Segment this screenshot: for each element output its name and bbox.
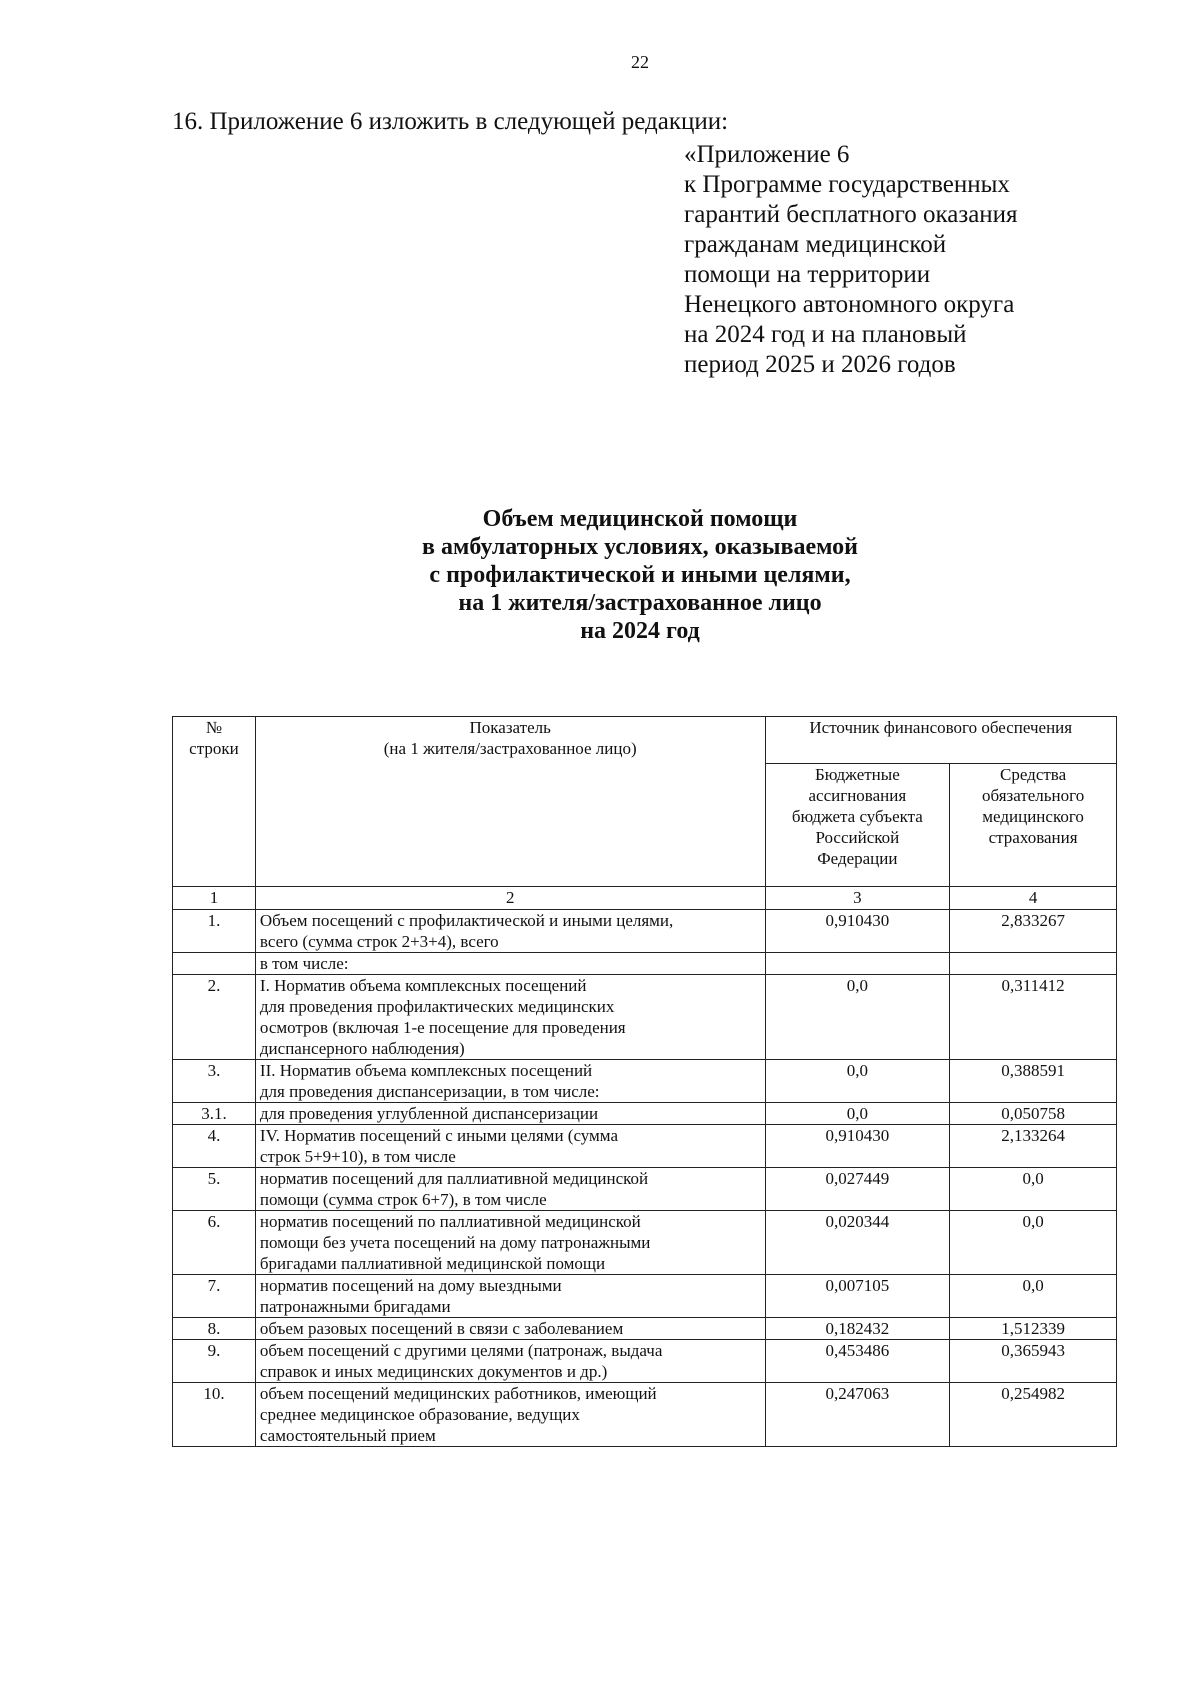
indicator-text-line: справок и иных медицинских документов и др.) [259, 1362, 608, 1381]
budget-value: 0,0 [765, 975, 950, 1060]
row-number: 9. [173, 1340, 256, 1383]
title-line: на 1 жителя/застрахованное лицо [458, 590, 822, 616]
oms-value: 0,311412 [950, 975, 1117, 1060]
page-number: 22 [631, 52, 649, 72]
title-line: с профилактической и иными целями, [429, 562, 851, 588]
amendment-intro: 16. Приложение 6 изложить в следующей редакции: [172, 108, 729, 135]
budget-value: 0,027449 [765, 1168, 950, 1211]
oms-value: 0,0 [950, 1275, 1117, 1318]
indicator-cell [255, 1318, 765, 1340]
table-row [173, 1383, 1117, 1447]
row-number: 3. [173, 1060, 256, 1103]
appendix-line: гарантий бесплатного оказания [684, 201, 1018, 228]
row-number: 4. [173, 1125, 256, 1168]
title-line: в амбулаторных условиях, оказываемой [422, 534, 858, 560]
indicator-text-line: Объем посещений с профилактической и иными целями, [259, 911, 674, 930]
oms-value: 0,0 [950, 1168, 1117, 1211]
indicator-text-line: в том числе: [259, 954, 349, 973]
table-row [173, 975, 1117, 1060]
table-row [173, 1275, 1117, 1318]
budget-header-line: Федерации [817, 849, 898, 868]
oms-value: 0,254982 [950, 1383, 1117, 1447]
row-number-header-symbol: № [205, 718, 223, 737]
row-number: 2. [173, 975, 256, 1060]
indicator-text-line: строк 5+9+10), в том числе [259, 1147, 456, 1166]
oms-value: 0,365943 [950, 1340, 1117, 1383]
row-number: 6. [173, 1211, 256, 1275]
indicator-text-line: помощи без учета посещений на дому патронажными [259, 1233, 651, 1252]
oms-value: 0,388591 [950, 1060, 1117, 1103]
budget-header-line: ассигнования [808, 786, 907, 805]
indicator-text-line: норматив посещений по паллиативной медицинской [259, 1212, 641, 1231]
indicator-text-line: осмотров (включая 1-е посещение для проведения [259, 1018, 626, 1037]
budget-value: 0,020344 [765, 1211, 950, 1275]
appendix-line: гражданам медицинской [684, 231, 947, 258]
indicator-cell [255, 1168, 765, 1211]
oms-header-line: страхования [988, 828, 1078, 847]
column-number: 2 [255, 887, 765, 910]
indicator-cell [255, 1125, 765, 1168]
indicator-cell [255, 953, 765, 975]
indicator-text-line: помощи (сумма строк 6+7), в том числе [259, 1190, 547, 1209]
oms-value: 2,833267 [950, 910, 1117, 953]
indicator-text-line: объем посещений медицинских работников, имеющий [259, 1384, 657, 1403]
budget-value: 0,910430 [765, 910, 950, 953]
table-row [173, 1340, 1117, 1383]
indicator-cell [255, 1340, 765, 1383]
budget-header-line: Российской [815, 828, 900, 847]
table-row [173, 1168, 1117, 1211]
indicator-text-line: для проведения диспансеризации, в том числе: [259, 1082, 600, 1101]
oms-header-line: Средства [1000, 765, 1067, 784]
budget-value: 0,0 [765, 1103, 950, 1125]
indicator-text-line: IV. Норматив посещений с иными целями (сумма [259, 1126, 618, 1145]
table-row [173, 1318, 1117, 1340]
indicator-header [255, 717, 765, 887]
oms-value [950, 953, 1117, 975]
indicator-text-line: всего (сумма строк 2+3+4), всего [259, 932, 499, 951]
indicator-text-line: I. Норматив объема комплексных посещений [259, 976, 587, 995]
indicator-text-line: патронажными бригадами [259, 1297, 451, 1316]
indicator-text-line: норматив посещений на дому выездными [259, 1276, 562, 1295]
budget-value: 0,453486 [765, 1340, 950, 1383]
oms-value: 1,512339 [950, 1318, 1117, 1340]
column-number: 3 [765, 887, 950, 910]
table-row [173, 1125, 1117, 1168]
indicator-header-label: Показатель [469, 718, 551, 737]
column-number: 4 [950, 887, 1117, 910]
indicator-text-line: норматив посещений для паллиативной медицинской [259, 1169, 649, 1188]
indicator-text-line: среднее медицинское образование, ведущих [259, 1405, 580, 1424]
indicator-cell [255, 910, 765, 953]
column-number-row [173, 887, 1117, 910]
appendix-line: на 2024 год и на плановый [684, 321, 967, 348]
table-row [173, 910, 1117, 953]
indicator-text-line: II. Норматив объема комплексных посещений [259, 1061, 593, 1080]
budget-value: 0,910430 [765, 1125, 950, 1168]
title-line: Объем медицинской помощи [482, 506, 798, 532]
indicator-text-line: для проведения углубленной диспансеризации [259, 1104, 599, 1123]
indicator-cell [255, 1103, 765, 1125]
row-number [173, 953, 256, 975]
appendix-line: Ненецкого автономного округа [684, 291, 1015, 318]
row-number: 5. [173, 1168, 256, 1211]
table-body [173, 717, 1117, 1447]
indicator-text-line: диспансерного наблюдения) [259, 1039, 465, 1058]
row-number-header-label: строки [189, 739, 239, 758]
volume-table [172, 716, 1117, 1447]
budget-value: 0,182432 [765, 1318, 950, 1340]
oms-value: 0,050758 [950, 1103, 1117, 1125]
appendix-line: помощи на территории [684, 261, 931, 288]
indicator-text-line: для проведения профилактических медицинских [259, 997, 615, 1016]
budget-value: 0,0 [765, 1060, 950, 1103]
budget-value: 0,007105 [765, 1275, 950, 1318]
indicator-text-line: объем посещений с другими целями (патронаж, выдача [259, 1341, 663, 1360]
appendix-line: «Приложение 6 [684, 141, 850, 168]
table-row [173, 953, 1117, 975]
table-row [173, 1060, 1117, 1103]
funding-source-header: Источник финансового обеспечения [765, 717, 1117, 764]
appendix-line: к Программе государственных [684, 171, 1010, 198]
budget-header-line: бюджета субъекта [791, 807, 923, 826]
appendix-line: период 2025 и 2026 годов [684, 351, 956, 378]
row-number-header [173, 717, 256, 887]
indicator-text-line: бригадами паллиативной медицинской помощи [259, 1254, 606, 1273]
header-row [173, 717, 1117, 764]
row-number: 3.1. [173, 1103, 256, 1125]
oms-value: 0,0 [950, 1211, 1117, 1275]
indicator-header-note: (на 1 жителя/застрахованное лицо) [383, 739, 637, 758]
appendix-reference [684, 140, 1018, 380]
table-row [173, 1211, 1117, 1275]
budget-value [765, 953, 950, 975]
oms-header-line: медицинского [982, 807, 1084, 826]
document-title [0, 505, 1200, 645]
title-line: на 2024 год [580, 618, 700, 644]
oms-value: 2,133264 [950, 1125, 1117, 1168]
row-number: 8. [173, 1318, 256, 1340]
indicator-text-line: самостоятельный прием [259, 1426, 436, 1445]
indicator-cell [255, 1383, 765, 1447]
budget-header-line: Бюджетные [814, 765, 900, 784]
budget-header [765, 764, 950, 887]
indicator-cell [255, 975, 765, 1060]
row-number: 1. [173, 910, 256, 953]
indicator-cell [255, 1275, 765, 1318]
indicator-text-line: объем разовых посещений в связи с заболеванием [259, 1319, 624, 1338]
indicator-cell [255, 1060, 765, 1103]
oms-header-line: обязательного [981, 786, 1085, 805]
row-number: 7. [173, 1275, 256, 1318]
budget-value: 0,247063 [765, 1383, 950, 1447]
indicator-cell [255, 1211, 765, 1275]
column-number: 1 [173, 887, 256, 910]
oms-header [950, 764, 1117, 887]
row-number: 10. [173, 1383, 256, 1447]
table-row [173, 1103, 1117, 1125]
